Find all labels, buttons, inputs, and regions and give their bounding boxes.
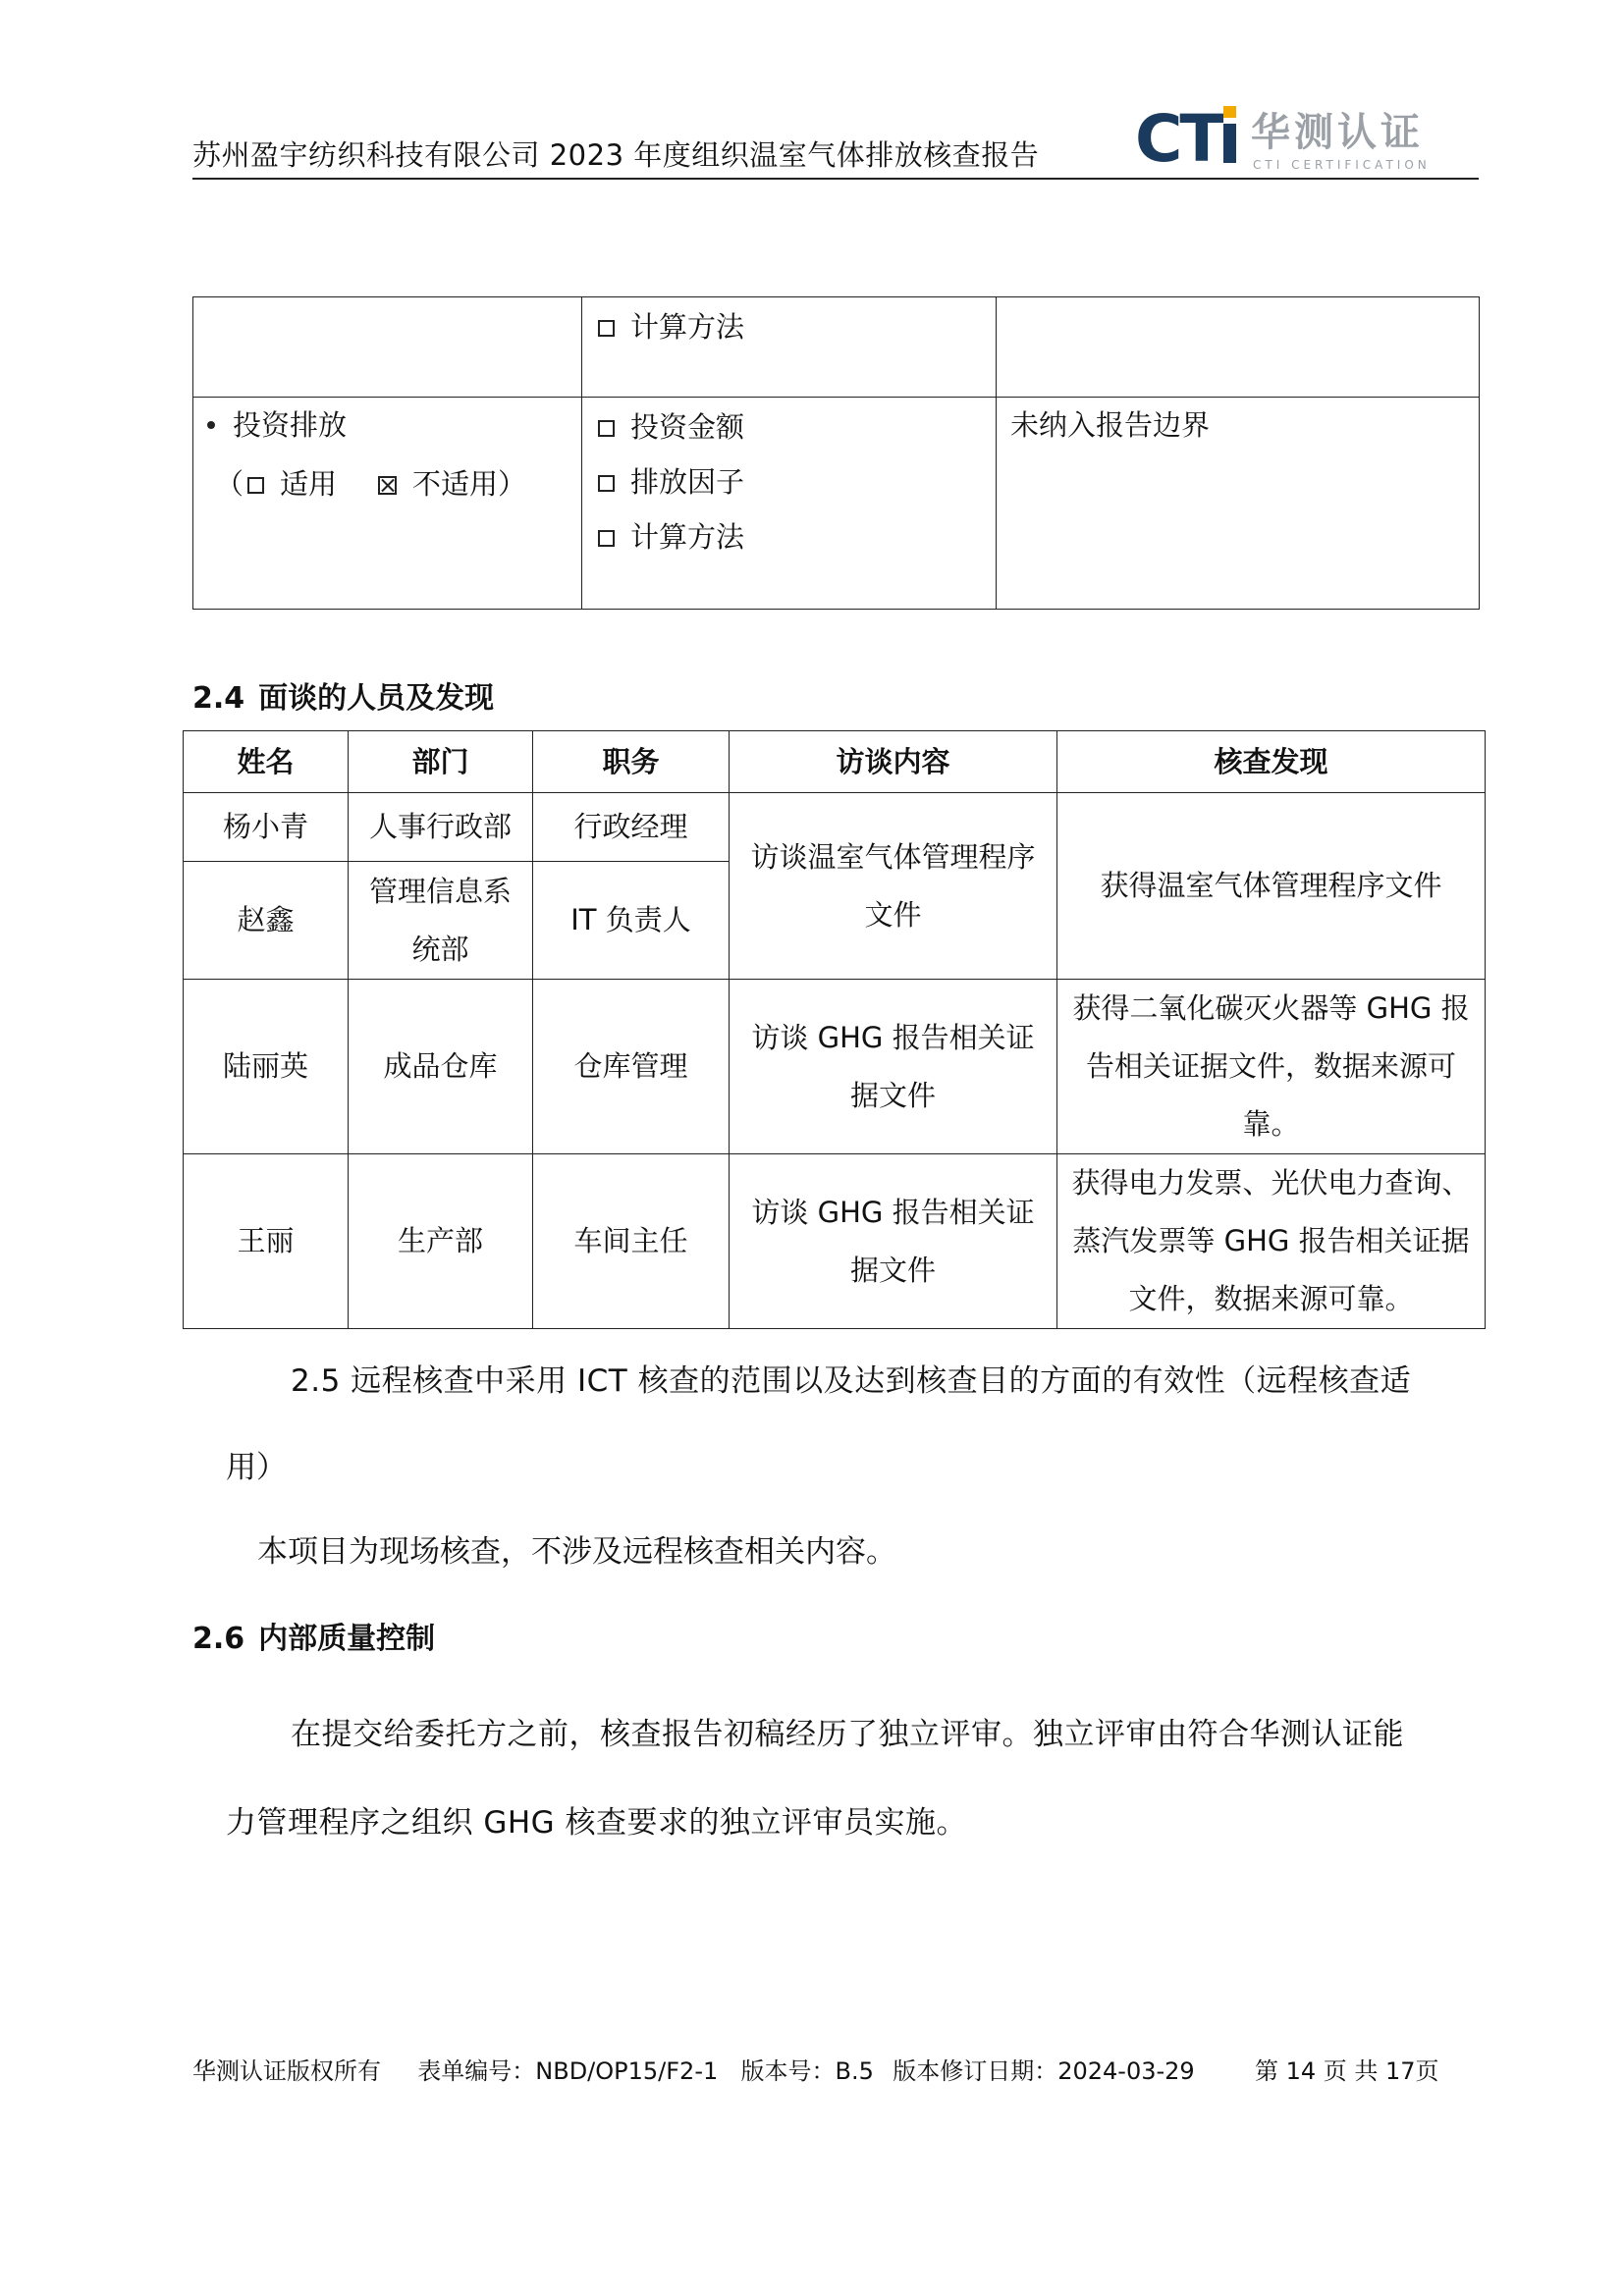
col-header-title: 职务 bbox=[533, 731, 730, 793]
footer-rev-date: 版本修订日期：2024-03-29 bbox=[893, 2057, 1195, 2085]
checkbox-empty-icon bbox=[598, 475, 615, 492]
checkbox-empty-icon bbox=[247, 477, 264, 494]
svg-text:CT: CT bbox=[1135, 102, 1221, 173]
not-applicable-label: 不适用 bbox=[412, 467, 499, 501]
cell-dept: 生产部 bbox=[349, 1154, 533, 1329]
footer-copyright: 华测认证版权所有 bbox=[192, 2057, 381, 2085]
col-header-content: 访谈内容 bbox=[730, 731, 1057, 793]
applicable-label: 适用 bbox=[280, 467, 338, 501]
cell-content: 访谈 GHG 报告相关证据文件 bbox=[730, 980, 1057, 1154]
section-number: 2.6 bbox=[192, 1622, 245, 1656]
checkbox-empty-icon bbox=[598, 320, 615, 337]
paren-close: ） bbox=[498, 467, 527, 501]
cell-dept: 成品仓库 bbox=[349, 980, 533, 1154]
section-heading-2-5-line1: 2.5 远程核查中采用 ICT 核查的范围以及达到核查目的方面的有效性（远程核查适 bbox=[291, 1363, 1412, 1399]
scope-row bbox=[193, 297, 1480, 398]
report-header-title: 苏州盈宇纺织科技有限公司 2023 年度组织温室气体排放核查报告 bbox=[192, 138, 1040, 172]
checkbox-line bbox=[598, 299, 996, 354]
bullet-icon bbox=[207, 421, 215, 429]
table-header-row bbox=[184, 731, 1486, 793]
cell-name: 杨小青 bbox=[184, 793, 349, 862]
checkbox-line bbox=[598, 400, 996, 454]
paren-open: （ bbox=[215, 467, 244, 501]
cell-finding: 获得电力发票、光伏电力查询、蒸汽发票等 GHG 报告相关证据文件，数据来源可靠。 bbox=[1057, 1154, 1486, 1329]
page-footer bbox=[192, 2052, 1439, 2086]
cell-name: 王丽 bbox=[184, 1154, 349, 1329]
checkbox-crossed-icon bbox=[378, 476, 397, 495]
col-header-finding: 核查发现 bbox=[1057, 731, 1486, 793]
section-heading-2-5-line2: 用） bbox=[226, 1450, 287, 1485]
section-heading-2-6 bbox=[192, 1614, 435, 1657]
cti-logo bbox=[1135, 102, 1479, 173]
cell-title: 车间主任 bbox=[533, 1154, 730, 1329]
check-label: 投资金额 bbox=[630, 410, 745, 444]
cell-finding: 获得二氧化碳灭火器等 GHG 报告相关证据文件，数据来源可靠。 bbox=[1057, 980, 1486, 1154]
scope-cell bbox=[193, 297, 582, 398]
scope-row bbox=[193, 398, 1480, 610]
cell-content: 访谈温室气体管理程序文件 bbox=[730, 793, 1057, 980]
scope-note-cell bbox=[997, 398, 1480, 610]
cell-dept: 人事行政部 bbox=[349, 793, 533, 862]
scope-table bbox=[192, 296, 1480, 610]
scope-item bbox=[193, 398, 581, 453]
cell-title: 行政经理 bbox=[533, 793, 730, 862]
scope-item-cell bbox=[193, 398, 582, 610]
footer-version: 版本号：B.5 bbox=[740, 2057, 874, 2085]
scope-cell bbox=[997, 297, 1480, 398]
footer-page-number: 第 14 页 共 17页 bbox=[1254, 2057, 1439, 2085]
section-2-5-body: 本项目为现场核查，不涉及远程核查相关内容。 bbox=[257, 1534, 896, 1570]
table-row bbox=[184, 1154, 1486, 1329]
table-row bbox=[184, 793, 1486, 862]
footer-form-no: 表单编号：NBD/OP15/F2-1 bbox=[417, 2057, 719, 2085]
check-label: 计算方法 bbox=[630, 520, 745, 554]
section-number: 2.4 bbox=[192, 681, 245, 716]
cell-title: 仓库管理 bbox=[533, 980, 730, 1154]
checkbox-line bbox=[598, 509, 996, 564]
cell-name: 赵鑫 bbox=[184, 862, 349, 980]
checkbox-line bbox=[598, 454, 996, 509]
cell-finding: 获得温室气体管理程序文件 bbox=[1057, 793, 1486, 980]
logo-en-text: CTI CERTIFICATION bbox=[1253, 158, 1431, 172]
interview-table bbox=[183, 730, 1486, 1329]
cell-title: IT 负责人 bbox=[533, 862, 730, 980]
cell-content: 访谈 GHG 报告相关证据文件 bbox=[730, 1154, 1057, 1329]
scope-cell bbox=[582, 398, 997, 610]
applicability-line bbox=[193, 456, 581, 511]
scope-cell bbox=[582, 297, 997, 398]
cell-name: 陆丽英 bbox=[184, 980, 349, 1154]
scope-note: 未纳入报告边界 bbox=[1010, 408, 1211, 442]
cell-dept: 管理信息系统部 bbox=[349, 862, 533, 980]
checkbox-empty-icon bbox=[598, 530, 615, 547]
logo-cn-text: 华测认证 bbox=[1251, 110, 1424, 155]
col-header-name: 姓名 bbox=[184, 731, 349, 793]
check-label: 计算方法 bbox=[630, 310, 745, 344]
table-row bbox=[184, 980, 1486, 1154]
check-label: 排放因子 bbox=[630, 465, 745, 499]
section-title: 面谈的人员及发现 bbox=[258, 681, 495, 716]
section-2-6-body-line2: 力管理程序之组织 GHG 核查要求的独立评审员实施。 bbox=[226, 1805, 968, 1841]
header-divider bbox=[192, 178, 1479, 180]
section-2-6-body-line1: 在提交给委托方之前，核查报告初稿经历了独立评审。独立评审由符合华测认证能 bbox=[291, 1717, 1404, 1752]
col-header-dept: 部门 bbox=[349, 731, 533, 793]
section-title: 内部质量控制 bbox=[258, 1622, 436, 1656]
section-heading-2-4 bbox=[192, 673, 494, 717]
scope-item-label: 投资排放 bbox=[233, 408, 348, 442]
checkbox-empty-icon bbox=[598, 420, 615, 437]
